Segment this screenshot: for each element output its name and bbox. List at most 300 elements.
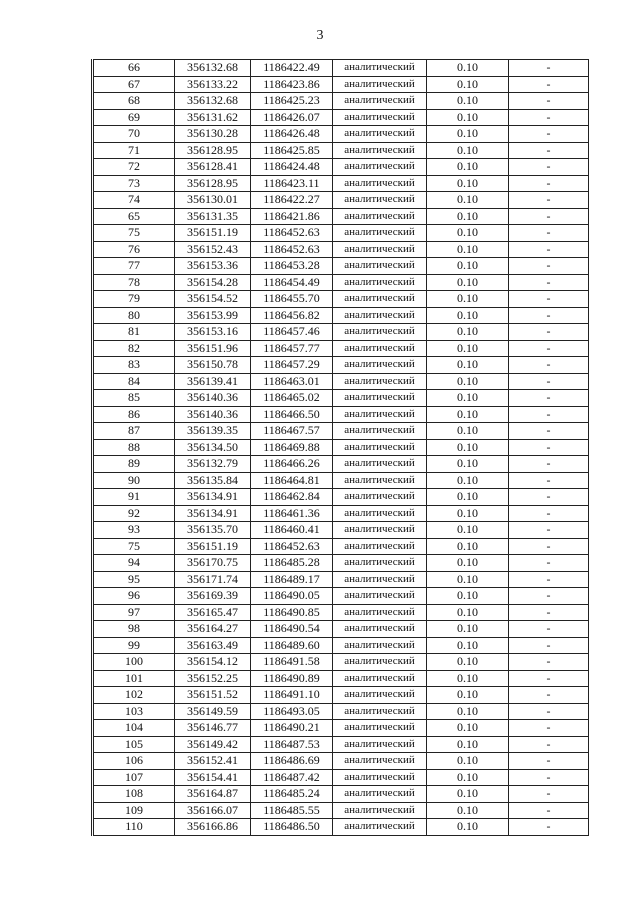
method-cell: аналитический (333, 291, 427, 308)
x-coordinate-cell: 356139.35 (175, 423, 251, 440)
x-coordinate-cell: 356164.27 (175, 621, 251, 638)
y-coordinate-cell: 1186457.77 (251, 340, 333, 357)
table-row (93, 93, 589, 110)
point-number-cell: 79 (93, 291, 175, 308)
note-cell: - (509, 637, 589, 654)
x-coordinate-cell: 356170.75 (175, 555, 251, 572)
method-cell: аналитический (333, 571, 427, 588)
note-cell: - (509, 654, 589, 671)
point-number-cell: 92 (93, 505, 175, 522)
point-number-cell: 88 (93, 439, 175, 456)
table-row (93, 769, 589, 786)
method-cell: аналитический (333, 439, 427, 456)
point-number-cell: 80 (93, 307, 175, 324)
x-coordinate-cell: 356153.99 (175, 307, 251, 324)
x-coordinate-cell: 356135.84 (175, 472, 251, 489)
x-coordinate-cell: 356140.36 (175, 390, 251, 407)
point-number-cell: 99 (93, 637, 175, 654)
point-number-cell: 100 (93, 654, 175, 671)
coordinates-table-body (93, 60, 589, 836)
note-cell: - (509, 687, 589, 704)
table-row (93, 192, 589, 209)
x-coordinate-cell: 356153.16 (175, 324, 251, 341)
point-number-cell: 108 (93, 786, 175, 803)
point-number-cell: 110 (93, 819, 175, 836)
accuracy-cell: 0.10 (427, 456, 509, 473)
accuracy-cell: 0.10 (427, 192, 509, 209)
point-number-cell: 81 (93, 324, 175, 341)
table-row (93, 571, 589, 588)
method-cell: аналитический (333, 406, 427, 423)
method-cell: аналитический (333, 142, 427, 159)
y-coordinate-cell: 1186423.86 (251, 76, 333, 93)
accuracy-cell: 0.10 (427, 786, 509, 803)
note-cell: - (509, 142, 589, 159)
accuracy-cell: 0.10 (427, 126, 509, 143)
accuracy-cell: 0.10 (427, 274, 509, 291)
note-cell: - (509, 736, 589, 753)
y-coordinate-cell: 1186490.21 (251, 720, 333, 737)
note-cell: - (509, 76, 589, 93)
method-cell: аналитический (333, 340, 427, 357)
table-row (93, 175, 589, 192)
table-row (93, 456, 589, 473)
method-cell: аналитический (333, 373, 427, 390)
accuracy-cell: 0.10 (427, 588, 509, 605)
x-coordinate-cell: 356132.68 (175, 93, 251, 110)
table-row (93, 703, 589, 720)
x-coordinate-cell: 356135.70 (175, 522, 251, 539)
note-cell: - (509, 126, 589, 143)
x-coordinate-cell: 356128.95 (175, 175, 251, 192)
y-coordinate-cell: 1186424.48 (251, 159, 333, 176)
method-cell: аналитический (333, 654, 427, 671)
accuracy-cell: 0.10 (427, 637, 509, 654)
table-row (93, 390, 589, 407)
y-coordinate-cell: 1186460.41 (251, 522, 333, 539)
y-coordinate-cell: 1186493.05 (251, 703, 333, 720)
x-coordinate-cell: 356152.41 (175, 753, 251, 770)
y-coordinate-cell: 1186466.50 (251, 406, 333, 423)
x-coordinate-cell: 356149.42 (175, 736, 251, 753)
x-coordinate-cell: 356153.36 (175, 258, 251, 275)
table-row (93, 621, 589, 638)
point-number-cell: 73 (93, 175, 175, 192)
table-row (93, 258, 589, 275)
x-coordinate-cell: 356150.78 (175, 357, 251, 374)
point-number-cell: 76 (93, 241, 175, 258)
accuracy-cell: 0.10 (427, 555, 509, 572)
x-coordinate-cell: 356128.95 (175, 142, 251, 159)
y-coordinate-cell: 1186486.50 (251, 819, 333, 836)
table-row (93, 60, 589, 77)
table-row (93, 357, 589, 374)
method-cell: аналитический (333, 588, 427, 605)
accuracy-cell: 0.10 (427, 687, 509, 704)
method-cell: аналитический (333, 109, 427, 126)
point-number-cell: 109 (93, 802, 175, 819)
x-coordinate-cell: 356164.87 (175, 786, 251, 803)
x-coordinate-cell: 356134.91 (175, 505, 251, 522)
x-coordinate-cell: 356163.49 (175, 637, 251, 654)
note-cell: - (509, 406, 589, 423)
method-cell: аналитический (333, 423, 427, 440)
note-cell: - (509, 505, 589, 522)
point-number-cell: 65 (93, 208, 175, 225)
y-coordinate-cell: 1186490.54 (251, 621, 333, 638)
y-coordinate-cell: 1186465.02 (251, 390, 333, 407)
method-cell: аналитический (333, 538, 427, 555)
y-coordinate-cell: 1186485.55 (251, 802, 333, 819)
method-cell: аналитический (333, 621, 427, 638)
y-coordinate-cell: 1186485.28 (251, 555, 333, 572)
point-number-cell: 104 (93, 720, 175, 737)
point-number-cell: 107 (93, 769, 175, 786)
method-cell: аналитический (333, 390, 427, 407)
note-cell: - (509, 769, 589, 786)
point-number-cell: 70 (93, 126, 175, 143)
point-number-cell: 75 (93, 225, 175, 242)
x-coordinate-cell: 356134.50 (175, 439, 251, 456)
y-coordinate-cell: 1186425.85 (251, 142, 333, 159)
method-cell: аналитический (333, 225, 427, 242)
table-row (93, 786, 589, 803)
note-cell: - (509, 241, 589, 258)
table-row (93, 654, 589, 671)
table-row (93, 142, 589, 159)
method-cell: аналитический (333, 786, 427, 803)
point-number-cell: 84 (93, 373, 175, 390)
y-coordinate-cell: 1186490.89 (251, 670, 333, 687)
point-number-cell: 66 (93, 60, 175, 77)
point-number-cell: 106 (93, 753, 175, 770)
point-number-cell: 95 (93, 571, 175, 588)
accuracy-cell: 0.10 (427, 621, 509, 638)
y-coordinate-cell: 1186426.07 (251, 109, 333, 126)
accuracy-cell: 0.10 (427, 307, 509, 324)
y-coordinate-cell: 1186469.88 (251, 439, 333, 456)
y-coordinate-cell: 1186487.53 (251, 736, 333, 753)
note-cell: - (509, 588, 589, 605)
method-cell: аналитический (333, 670, 427, 687)
method-cell: аналитический (333, 819, 427, 836)
table-row (93, 720, 589, 737)
note-cell: - (509, 489, 589, 506)
note-cell: - (509, 720, 589, 737)
table-row (93, 637, 589, 654)
accuracy-cell: 0.10 (427, 571, 509, 588)
y-coordinate-cell: 1186453.28 (251, 258, 333, 275)
note-cell: - (509, 621, 589, 638)
note-cell: - (509, 670, 589, 687)
x-coordinate-cell: 356128.41 (175, 159, 251, 176)
note-cell: - (509, 225, 589, 242)
table-row (93, 225, 589, 242)
note-cell: - (509, 258, 589, 275)
x-coordinate-cell: 356151.19 (175, 538, 251, 555)
point-number-cell: 101 (93, 670, 175, 687)
point-number-cell: 71 (93, 142, 175, 159)
x-coordinate-cell: 356132.68 (175, 60, 251, 77)
accuracy-cell: 0.10 (427, 819, 509, 836)
note-cell: - (509, 819, 589, 836)
accuracy-cell: 0.10 (427, 208, 509, 225)
accuracy-cell: 0.10 (427, 357, 509, 374)
method-cell: аналитический (333, 241, 427, 258)
x-coordinate-cell: 356169.39 (175, 588, 251, 605)
point-number-cell: 85 (93, 390, 175, 407)
accuracy-cell: 0.10 (427, 324, 509, 341)
accuracy-cell: 0.10 (427, 802, 509, 819)
x-coordinate-cell: 356154.28 (175, 274, 251, 291)
table-row (93, 208, 589, 225)
point-number-cell: 77 (93, 258, 175, 275)
point-number-cell: 97 (93, 604, 175, 621)
coordinates-table (91, 59, 589, 836)
y-coordinate-cell: 1186491.58 (251, 654, 333, 671)
y-coordinate-cell: 1186485.24 (251, 786, 333, 803)
note-cell: - (509, 324, 589, 341)
y-coordinate-cell: 1186422.27 (251, 192, 333, 209)
point-number-cell: 83 (93, 357, 175, 374)
x-coordinate-cell: 356151.19 (175, 225, 251, 242)
table-row (93, 819, 589, 836)
table-row (93, 505, 589, 522)
note-cell: - (509, 555, 589, 572)
y-coordinate-cell: 1186461.36 (251, 505, 333, 522)
method-cell: аналитический (333, 604, 427, 621)
note-cell: - (509, 571, 589, 588)
accuracy-cell: 0.10 (427, 241, 509, 258)
accuracy-cell: 0.10 (427, 538, 509, 555)
y-coordinate-cell: 1186462.84 (251, 489, 333, 506)
point-number-cell: 96 (93, 588, 175, 605)
x-coordinate-cell: 356166.07 (175, 802, 251, 819)
note-cell: - (509, 373, 589, 390)
table-row (93, 76, 589, 93)
accuracy-cell: 0.10 (427, 60, 509, 77)
note-cell: - (509, 390, 589, 407)
point-number-cell: 105 (93, 736, 175, 753)
table-row (93, 291, 589, 308)
note-cell: - (509, 786, 589, 803)
y-coordinate-cell: 1186490.85 (251, 604, 333, 621)
y-coordinate-cell: 1186486.69 (251, 753, 333, 770)
accuracy-cell: 0.10 (427, 175, 509, 192)
table-row (93, 324, 589, 341)
y-coordinate-cell: 1186421.86 (251, 208, 333, 225)
y-coordinate-cell: 1186426.48 (251, 126, 333, 143)
note-cell: - (509, 208, 589, 225)
note-cell: - (509, 456, 589, 473)
point-number-cell: 78 (93, 274, 175, 291)
table-row (93, 489, 589, 506)
accuracy-cell: 0.10 (427, 505, 509, 522)
accuracy-cell: 0.10 (427, 720, 509, 737)
table-row (93, 307, 589, 324)
accuracy-cell: 0.10 (427, 390, 509, 407)
table-row (93, 373, 589, 390)
x-coordinate-cell: 356130.28 (175, 126, 251, 143)
method-cell: аналитический (333, 357, 427, 374)
method-cell: аналитический (333, 505, 427, 522)
x-coordinate-cell: 356152.25 (175, 670, 251, 687)
point-number-cell: 74 (93, 192, 175, 209)
y-coordinate-cell: 1186425.23 (251, 93, 333, 110)
point-number-cell: 102 (93, 687, 175, 704)
table-row (93, 126, 589, 143)
x-coordinate-cell: 356165.47 (175, 604, 251, 621)
y-coordinate-cell: 1186452.63 (251, 225, 333, 242)
y-coordinate-cell: 1186491.10 (251, 687, 333, 704)
y-coordinate-cell: 1186457.46 (251, 324, 333, 341)
table-row (93, 340, 589, 357)
accuracy-cell: 0.10 (427, 769, 509, 786)
accuracy-cell: 0.10 (427, 522, 509, 539)
x-coordinate-cell: 356171.74 (175, 571, 251, 588)
note-cell: - (509, 340, 589, 357)
method-cell: аналитический (333, 175, 427, 192)
accuracy-cell: 0.10 (427, 225, 509, 242)
table-row (93, 670, 589, 687)
accuracy-cell: 0.10 (427, 736, 509, 753)
accuracy-cell: 0.10 (427, 654, 509, 671)
method-cell: аналитический (333, 192, 427, 209)
y-coordinate-cell: 1186490.05 (251, 588, 333, 605)
x-coordinate-cell: 356154.52 (175, 291, 251, 308)
point-number-cell: 68 (93, 93, 175, 110)
x-coordinate-cell: 356134.91 (175, 489, 251, 506)
note-cell: - (509, 192, 589, 209)
note-cell: - (509, 802, 589, 819)
accuracy-cell: 0.10 (427, 109, 509, 126)
method-cell: аналитический (333, 60, 427, 77)
note-cell: - (509, 291, 589, 308)
table-row (93, 522, 589, 539)
note-cell: - (509, 93, 589, 110)
method-cell: аналитический (333, 736, 427, 753)
table-row (93, 802, 589, 819)
point-number-cell: 103 (93, 703, 175, 720)
method-cell: аналитический (333, 307, 427, 324)
table-row (93, 753, 589, 770)
method-cell: аналитический (333, 637, 427, 654)
method-cell: аналитический (333, 208, 427, 225)
x-coordinate-cell: 356151.96 (175, 340, 251, 357)
method-cell: аналитический (333, 555, 427, 572)
method-cell: аналитический (333, 703, 427, 720)
method-cell: аналитический (333, 489, 427, 506)
note-cell: - (509, 753, 589, 770)
x-coordinate-cell: 356133.22 (175, 76, 251, 93)
note-cell: - (509, 60, 589, 77)
table-row (93, 538, 589, 555)
accuracy-cell: 0.10 (427, 373, 509, 390)
note-cell: - (509, 522, 589, 539)
y-coordinate-cell: 1186456.82 (251, 307, 333, 324)
x-coordinate-cell: 356154.41 (175, 769, 251, 786)
method-cell: аналитический (333, 258, 427, 275)
method-cell: аналитический (333, 769, 427, 786)
method-cell: аналитический (333, 274, 427, 291)
point-number-cell: 75 (93, 538, 175, 555)
accuracy-cell: 0.10 (427, 340, 509, 357)
method-cell: аналитический (333, 324, 427, 341)
y-coordinate-cell: 1186452.63 (251, 241, 333, 258)
x-coordinate-cell: 356140.36 (175, 406, 251, 423)
y-coordinate-cell: 1186464.81 (251, 472, 333, 489)
accuracy-cell: 0.10 (427, 604, 509, 621)
table-row (93, 439, 589, 456)
method-cell: аналитический (333, 76, 427, 93)
x-coordinate-cell: 356154.12 (175, 654, 251, 671)
note-cell: - (509, 357, 589, 374)
table-row (93, 274, 589, 291)
y-coordinate-cell: 1186423.11 (251, 175, 333, 192)
point-number-cell: 91 (93, 489, 175, 506)
table-row (93, 406, 589, 423)
table-row (93, 472, 589, 489)
note-cell: - (509, 703, 589, 720)
note-cell: - (509, 274, 589, 291)
table-row (93, 555, 589, 572)
note-cell: - (509, 175, 589, 192)
note-cell: - (509, 472, 589, 489)
x-coordinate-cell: 356146.77 (175, 720, 251, 737)
accuracy-cell: 0.10 (427, 439, 509, 456)
accuracy-cell: 0.10 (427, 406, 509, 423)
method-cell: аналитический (333, 687, 427, 704)
page-number: 3 (316, 28, 324, 43)
x-coordinate-cell: 356132.79 (175, 456, 251, 473)
accuracy-cell: 0.10 (427, 753, 509, 770)
y-coordinate-cell: 1186466.26 (251, 456, 333, 473)
table-row (93, 423, 589, 440)
accuracy-cell: 0.10 (427, 423, 509, 440)
point-number-cell: 90 (93, 472, 175, 489)
table-row (93, 604, 589, 621)
y-coordinate-cell: 1186489.17 (251, 571, 333, 588)
note-cell: - (509, 109, 589, 126)
note-cell: - (509, 307, 589, 324)
y-coordinate-cell: 1186489.60 (251, 637, 333, 654)
note-cell: - (509, 159, 589, 176)
accuracy-cell: 0.10 (427, 670, 509, 687)
point-number-cell: 98 (93, 621, 175, 638)
x-coordinate-cell: 356166.86 (175, 819, 251, 836)
point-number-cell: 93 (93, 522, 175, 539)
x-coordinate-cell: 356139.41 (175, 373, 251, 390)
y-coordinate-cell: 1186467.57 (251, 423, 333, 440)
table-row (93, 588, 589, 605)
accuracy-cell: 0.10 (427, 472, 509, 489)
x-coordinate-cell: 356151.52 (175, 687, 251, 704)
note-cell: - (509, 423, 589, 440)
point-number-cell: 94 (93, 555, 175, 572)
accuracy-cell: 0.10 (427, 489, 509, 506)
point-number-cell: 82 (93, 340, 175, 357)
method-cell: аналитический (333, 93, 427, 110)
y-coordinate-cell: 1186455.70 (251, 291, 333, 308)
y-coordinate-cell: 1186457.29 (251, 357, 333, 374)
accuracy-cell: 0.10 (427, 76, 509, 93)
x-coordinate-cell: 356130.01 (175, 192, 251, 209)
method-cell: аналитический (333, 802, 427, 819)
x-coordinate-cell: 356131.35 (175, 208, 251, 225)
accuracy-cell: 0.10 (427, 291, 509, 308)
point-number-cell: 86 (93, 406, 175, 423)
y-coordinate-cell: 1186487.42 (251, 769, 333, 786)
